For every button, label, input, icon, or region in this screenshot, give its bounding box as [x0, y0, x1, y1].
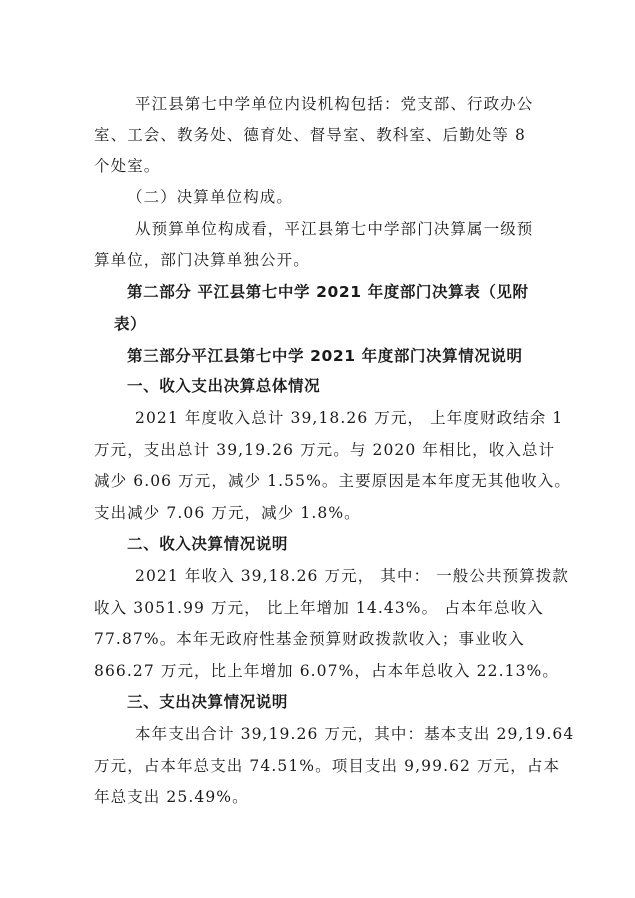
heading-section-one: 一、收入支出决算总体情况 [127, 377, 321, 395]
para-overall-line-3: 减少 6.06 万元，减少 1.55%。主要原因是本年度无其他收入。 [94, 472, 571, 490]
para-income-line-3: 77.87%。本年无政府性基金预算财政拨款收入；事业收入 [94, 630, 525, 648]
heading-part-two-line-1: 第二部分 平江县第七中学 2021 年度部门决算表（见附 [127, 283, 529, 301]
subheading-unit-composition: （二）决算单位构成。 [127, 188, 294, 206]
para-income-line-2: 收入 3051.99 万元， 比上年增加 14.43%。 占本年总收入 [94, 599, 544, 617]
para-income-line-1: 2021 年收入 39,18.26 万元， 其中： 一般公共预算拨款 [135, 567, 570, 585]
heading-section-two: 二、收入决算情况说明 [127, 535, 289, 553]
para-internal-orgs-line-1: 平江县第七中学单位内设机构包括：党支部、行政办公 [135, 95, 534, 113]
para-overall-line-4: 支出减少 7.06 万元，减少 1.8%。 [94, 504, 361, 522]
heading-part-three: 第三部分平江县第七中学 2021 年度部门决算情况说明 [127, 347, 523, 365]
para-internal-orgs-line-2: 室、工会、教务处、德育处、督导室、教科室、后勤处等 8 [94, 126, 526, 144]
para-expense-line-3: 年总支出 25.49%。 [94, 788, 249, 806]
para-expense-line-2: 万元，占本年总支出 74.51%。项目支出 9,99.62 万元，占本 [94, 757, 561, 775]
para-income-line-4: 866.27 万元，比上年增加 6.07%，占本年总收入 22.13%。 [94, 662, 559, 680]
para-overall-line-1: 2021 年度收入总计 39,18.26 万元， 上年度财政结余 1 [135, 409, 564, 427]
para-overall-line-2: 万元，支出总计 39,19.26 万元。与 2020 年相比，收入总计 [94, 441, 556, 459]
para-expense-line-1: 本年支出合计 39,19.26 万元，其中：基本支出 29,19.64 [135, 725, 575, 743]
para-unit-composition-line-1: 从预算单位构成看，平江县第七中学部门决算属一级预 [135, 220, 534, 238]
heading-section-three: 三、支出决算情况说明 [127, 693, 289, 711]
heading-part-two-line-2: 表） [114, 315, 147, 333]
para-internal-orgs-line-3: 个处室。 [94, 157, 161, 175]
para-unit-composition-line-2: 算单位，部门决算单独公开。 [94, 251, 310, 269]
